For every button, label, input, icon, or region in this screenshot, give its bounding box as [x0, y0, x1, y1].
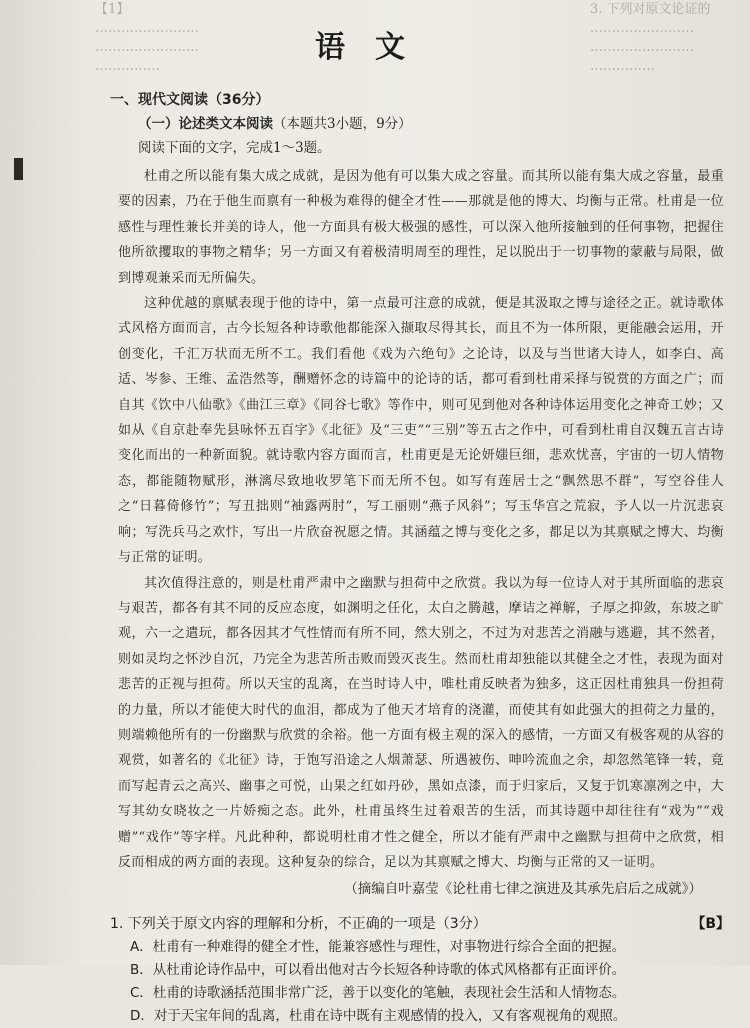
- question-stem: 1. 下列关于原文内容的理解和分析，不正确的一项是（3分）: [110, 916, 487, 933]
- bleed-line: ……………: [95, 59, 160, 74]
- section-heading: 一、现代文阅读（36分）: [110, 92, 270, 108]
- question-answer: 【B】: [691, 916, 730, 933]
- bleed-line: ……………: [590, 59, 655, 74]
- subsection-note: （本题共3小题，9分）: [273, 116, 412, 132]
- reading-passage: [118, 164, 724, 875]
- question-1: [110, 912, 730, 1028]
- question-options: [110, 936, 730, 1028]
- subsection-heading: [138, 112, 724, 136]
- bleed-line: 【1】: [95, 2, 130, 17]
- passage-paragraph-3: 其次值得注意的，则是杜甫严肃中之幽默与担荷中之欣赏。我以为每一位诗人对于其所面临的悲哀与艰苦，都各有其不同的反应态度，如渊明之任化，太白之腾越，摩诘之禅解，子厚之抑敛，东坡之旷观，六一之遣玩，都各因其才气性情而有所不同，然大别之，不过为对悲苦之消融与逃避，其不然者，则如灵均之怀沙自沉，乃完全为悲苦所击败而毁灭丧生。然而杜甫却独能以其健全之才性，表现为面对悲苦的正视与担荷。所以天宝的乱离，在当时诗人中，唯杜甫反映者为独多，这正因杜甫独具一份担荷的力量，所以才能使大时代的血泪，都成为了他天才培育的浇灌，而使其有如此强大的担荷之力量的，则端赖他所有的一份幽默与欣赏的余裕。他一方面有极主观的深入的感情，一方面又有极客观的从容的观赏，如著名的《北征》诗，于饱写沿途之人烟萧瑟、所遇被伤、呻吟流血之余，却忽然笔锋一转，竟而写起青云之高兴、幽事之可悦，山果之红如丹砂，黑如点漆，而于归家后，又复于饥寒凛冽之中，大写其幼女晓妆之一片娇痴之态。此外，杜甫虽终生过着艰苦的生活，而其诗题中却往往有“戏为”“戏赠”“戏作”等字样。凡此种种，都说明杜甫才性之健全，所以才能有严肃中之幽默与担荷中之欣赏，相反而相成的两方面的表现。这种复杂的综合，足以为其禀赋之博大、均衡与正常的又一证明。: [118, 575, 724, 870]
- bleed-line: ……………………: [95, 21, 199, 36]
- passage-paragraph-2: 这种优越的禀赋表现于他的诗中，第一点最可注意的成就，便是其汲取之博与途径之正。就诗歌体式风格方面而言，古今长短各种诗歌他都能深入撷取尽得其长，而且不为一体所限，更能融会运用，开创变化，千汇万状而无所不工。我们看他《戏为六绝句》之论诗，以及与当世诸大诗人，如李白、高适、岑参、王维、孟浩然等，酬赠怀念的诗篇中的论诗的话，都可看到杜甫采择与锐赏的方面之广；而自其《饮中八仙歌》《曲江三章》《同谷七歌》等作中，则可见到他对各种诗体运用变化之神奇工妙；又如从《自京赴奉先县咏怀五百字》《北征》及“三吏”“三别”等五古之作中，可看到杜甫自汉魏五言古诗变化而出的一种新面貌。就诗歌内容方面而言，杜甫更是无论妍媸巨细，悲欢忧喜，宇宙的一切人情物态，都能随物赋形，淋漓尽致地收罗笔下而无所不包。如写有莲居士之“飘然思不群”，写空谷佳人之“日暮倚修竹”；写丑拙则“袖露两肘”，写工丽则“燕子风斜”；写玉华宫之荒寂，予人以一片沉悲哀响；写洗兵马之欢忭，写出一片欣奋祝愿之情。其涵蕴之博与变化之多，都足以为其禀赋之博大、均衡与正常的证明。: [118, 296, 724, 566]
- bleed-line: ……………………: [95, 40, 199, 55]
- bleed-line: ……………………: [590, 21, 694, 36]
- subsection-label: （一）论述类文本阅读: [138, 116, 273, 132]
- bleed-line: 3. 下列对原文论证的: [590, 2, 711, 17]
- option-b: B．从杜甫论诗作品中，可以看出他对古今长短各种诗歌的体式风格都有正面评价。: [130, 962, 626, 979]
- bleed-line: ……………………: [590, 40, 694, 55]
- main-content: [110, 88, 730, 1028]
- reading-instruction: 阅读下面的文字，完成1～3题。: [138, 140, 331, 156]
- passage-paragraph-1: 杜甫之所以能有集大成之成就，是因为他有可以集大成之容量。而其所以能有集大成之容量，最重要的因素，乃在于他生而禀有一种极为难得的健全才性——那就是他的博大、均衡与正常。杜甫是一位感性与理性兼长并美的诗人，他一方面具有极大极强的感性，可以深入他所接触到的任何事物，把握住他所欲攫取的事物之精华；另一方面又有着极清明周至的理性，足以脱出于一切事物的蒙蔽与局限，做到博观兼采而无所偏失。: [118, 169, 724, 286]
- question-stem-row: [110, 912, 730, 936]
- option-a: A．杜甫有一种难得的健全才性，能兼容感性与理性，对事物进行综合全面的把握。: [130, 939, 626, 956]
- page-title: 语文: [315, 30, 435, 65]
- option-d: D．对于天宝年间的乱离，杜甫在诗中既有主观感情的投入，又有客观视角的观照。: [130, 1008, 627, 1025]
- binding-tab-mark: [14, 158, 23, 180]
- passage-source: （摘编自叶嘉莹《论杜甫七律之演进及其承先启后之成就》）: [344, 881, 702, 898]
- option-c: C．杜甫的诗歌涵括范围非常广泛，善于以变化的笔触，表现社会生活和人情物态。: [130, 985, 626, 1002]
